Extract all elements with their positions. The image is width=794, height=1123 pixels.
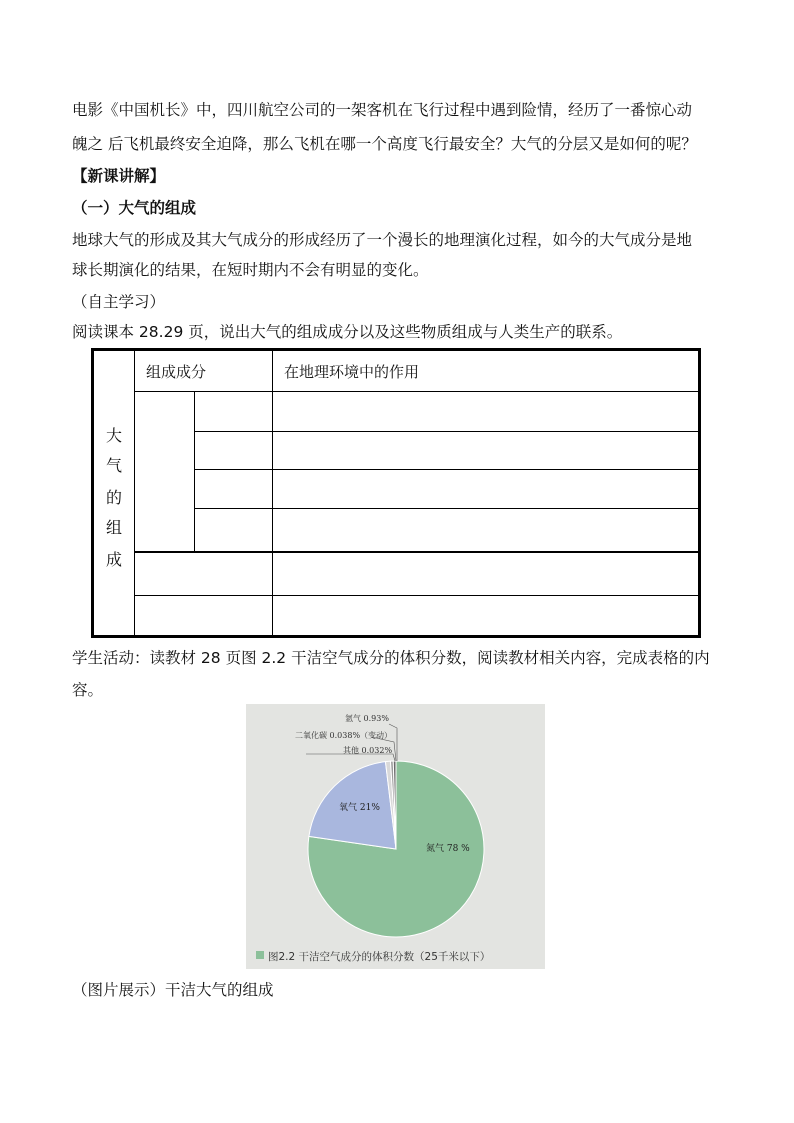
slice-label-nitrogen: 氮气 78 % <box>426 844 470 854</box>
slice-label-oxygen: 氧气 21% <box>339 803 380 813</box>
subsection-heading: （一）大气的组成 <box>72 199 197 217</box>
section-heading: 【新课讲解】 <box>72 167 166 185</box>
slice-label-argon: 氩气 0.93% <box>345 714 389 723</box>
header-component: 组成成分 <box>146 363 207 381</box>
caption-color-swatch <box>256 951 264 959</box>
self-study-label: （自主学习） <box>72 293 166 311</box>
header-role: 在地理环境中的作用 <box>284 363 420 381</box>
pie-chart-svg <box>246 704 545 969</box>
vertical-label-char: 组 <box>105 518 122 537</box>
activity-line-2: 容。 <box>72 681 104 699</box>
activity-line-1: 学生活动：读教材 28 页图 2.2 干洁空气成分的体积分数，阅读教材相关内容，完成表格的内 <box>72 649 710 667</box>
caption-text: 图2.2 干洁空气成分的体积分数（25千米以下） <box>268 951 491 963</box>
vertical-label-char: 的 <box>105 488 122 507</box>
slice-label-other: 其他 0.032% <box>343 746 393 755</box>
intro-paragraph-line-2: 魄之 后飞机最终安全迫降，那么飞机在哪一个高度飞行最安全？大气的分层又是如何的呢？ <box>72 135 697 153</box>
composition-table <box>91 348 701 638</box>
slice-label-co2: 二氧化碳 0.038%（变动） <box>295 731 393 740</box>
figure-note: （图片展示）干洁大气的组成 <box>72 981 274 999</box>
reading-task: 阅读课本 28.29 页，说出大气的组成成分以及这些物质组成与人类生产的联系。 <box>72 323 623 341</box>
body-paragraph-line-1: 地球大气的形成及其大气成分的形成经历了一个漫长的地理演化过程，如今的大气成分是地 <box>72 231 693 249</box>
body-paragraph-line-2: 球长期演化的结果，在短时期内不会有明显的变化。 <box>72 261 429 279</box>
vertical-label-char: 成 <box>105 550 122 569</box>
figure-caption <box>256 949 490 964</box>
vertical-label-char: 气 <box>105 456 122 475</box>
pie-chart-figure <box>246 704 545 969</box>
vertical-label-char: 大 <box>105 426 122 445</box>
intro-paragraph-line-1: 电影《中国机长》中，四川航空公司的一架客机在飞行过程中遇到险情，经历了一番惊心动 <box>72 101 693 119</box>
